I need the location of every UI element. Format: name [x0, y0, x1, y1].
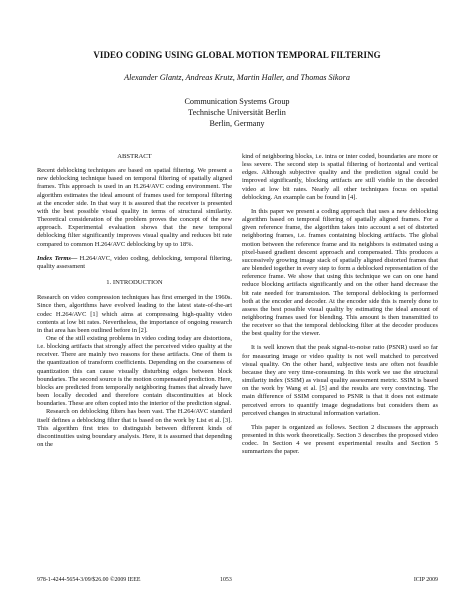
paper-title: VIDEO CODING USING GLOBAL MOTION TEMPORAL FILTERING — [93, 50, 381, 60]
right-paragraph-3: It is well known that the peak signal-to-noise ratio (PSNR) used so far for measuring image or video quality is not well matched to perceived visual quality. On the other hand, subjective tests are often not feasible because they are very time-consuming. In this work we use the structural similarity index (SSIM) as visual quality assessment metric. SSIM is based on the work by Wang et al. [5] and the results are very convincing. The main difference of SSIM compared to PSNR is that it does not estimate perceived errors to quantify image degradations but considers them as perceived changes in structural information variation. — [242, 344, 438, 417]
affiliation — [0, 96, 474, 129]
index-terms-text: H.264/AVC, video coding, deblocking, temporal filtering, quality assessment — [37, 254, 232, 270]
intro-paragraph-2: One of the still existing problems in video coding today are distortions, i.e. blocking artifacts that strongly affect the perceived video quality at the receiver. There are mainly two reasons for these artifacts. One of them is the quantization of transform coefficients. Depending on the coarseness of quantization this can cause visually disturbing edges between block boundaries. The second source is the motion compensated prediction. Here, blocks are predicted from temporally neighboring frames that already have been locally decoded and therefore contain discontinuities at block boundaries. These are often copied into the interior of the prediction signal. — [37, 334, 232, 408]
footer-conference: ICIP 2009 — [413, 577, 438, 583]
footer-isbn: 978-1-4244-5654-3/09/$26.00 ©2009 IEEE — [37, 577, 141, 583]
right-paragraph-4: This paper is organized as follows. Section 2 discusses the approach presented in this work theoretically. Section 3 describes the proposed video codec. In Section 4 we present experimental results and Section 5 summarizes the paper. — [242, 423, 438, 456]
intro-heading: 1. INTRODUCTION — [106, 279, 163, 287]
affiliation-location: Berlin, Germany — [209, 119, 265, 128]
abstract-heading: ABSTRACT — [117, 153, 152, 160]
right-paragraph-1: kind of neighboring blocks, i.e. intra or inter coded, boundaries are more or less severe. The second step is spatial filtering of horizontal and vertical edges. Although subjective quality and the prediction signal could be improved significantly, blocking artifacts are still visible in the decoded video at low bit rates. Nearly all other techniques focus on spatial deblocking. An example can be found in [4]. — [242, 153, 438, 201]
index-terms — [37, 255, 232, 271]
abstract-text: Recent deblocking techniques are based on spatial filtering. We present a new deblocking technique based on temporal filtering of spatially aligned frames. This approach is used in an H.264/AVC coding environment. The algorithm estimates the ideal amount of frames used for temporal filtering at the encoder side. In that way it is assured that the receiver is presented with the best possible visual quality in terms of structural similarity. Theoretical consideration of the problem proves the concept of the new approach. Experimental evaluation shows that the new temporal deblocking filter significantly improves visual quality and reduces bit rate compared to common H.264/AVC deblocking by up to 18%. — [37, 167, 232, 248]
right-column — [242, 153, 438, 456]
intro-paragraph-1: Research on video compression techniques has first emerged in the 1960s. Since then, algorithms have evolved leading to the latest state-of-the-art codec H.264/AVC [1] which aims at compressing high-quality video contents at low bit rates. Nevertheless, the importance of ongoing research in that area has been outlined before in [2]. — [37, 294, 232, 334]
right-paragraph-2: In this paper we present a coding approach that uses a new deblocking algorithm based on temporal filtering of spatially aligned frames. For a given reference frame, the algorithm takes into account a set of distorted neighboring frames, i.e. frames containing blocking artifacts. The global motion between the reference frame and its neighbors is estimated using a pixel-based gradient descent approach and compensated. This produces a successively growing image stack of spatially aligned distorted frames that are blended together in every step to form a deblocked representation of the reference frame. We show that using this technique we can on one hand reduce blocking artifacts significantly and on the other hand decrease the bit rate needed for transmission. The temporal deblocking is performed both at the encoder and decoder. At the encoder side this is merely done to assess the best possible visual quality by estimating the ideal amount of neighboring frames used for blending. This amount is then transmitted to the receiver so that the temporal deblocking filter at the decoder produces the best quality for the viewer. — [242, 207, 438, 338]
affiliation-group: Communication Systems Group — [184, 97, 290, 106]
intro-paragraph-3: Research on deblocking filters has been vast. The H.264/AVC standard itself defines a deblocking filter that is based on the work by List et al. [3]. This algorithm first tries to distinguish between different kinds of discontinuities using boundary analysis. Here, it is assumed that depending on the — [37, 408, 232, 448]
index-terms-label: Index Terms— — [37, 254, 78, 262]
affiliation-university: Technische Universität Berlin — [188, 108, 286, 117]
left-column — [37, 153, 232, 449]
footer-page-number: 1053 — [220, 577, 232, 583]
paper-authors: Alexander Glantz, Andreas Krutz, Martin Haller, and Thomas Sikora — [124, 73, 350, 82]
